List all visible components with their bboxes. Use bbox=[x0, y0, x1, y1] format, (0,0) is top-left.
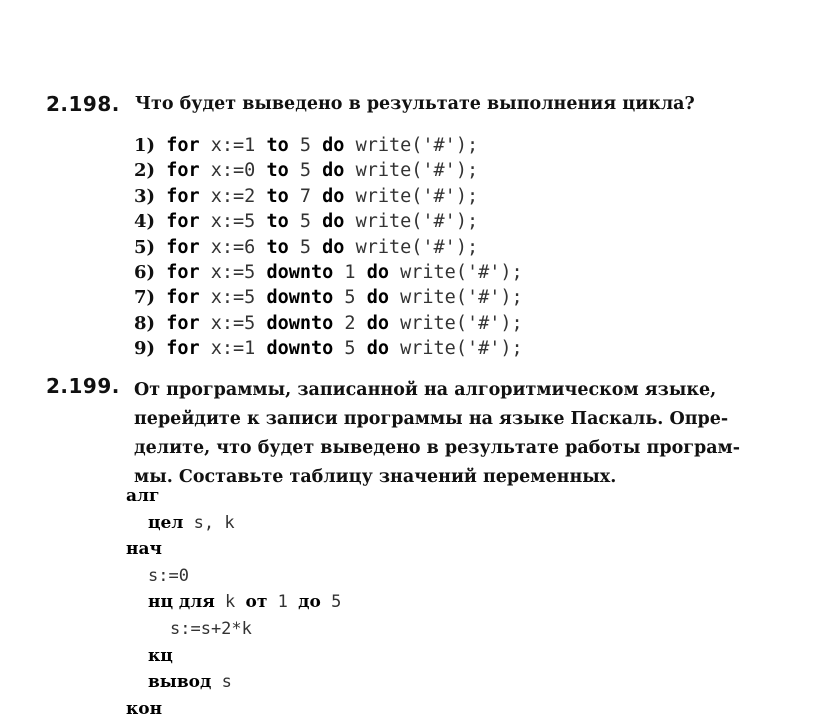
alg-line bbox=[126, 483, 341, 510]
init-expr: x:=1 bbox=[210, 338, 256, 360]
loop-body: write('#'); bbox=[400, 312, 523, 334]
loop-end-line bbox=[126, 643, 341, 670]
direction-keyword: downto bbox=[266, 312, 334, 334]
item-number: 2) bbox=[134, 160, 156, 182]
item-number: 6) bbox=[134, 261, 156, 283]
for-keyword: for bbox=[166, 160, 200, 182]
item-number: 1) bbox=[134, 135, 156, 156]
list-item bbox=[134, 209, 523, 234]
loop-body: write('#'); bbox=[400, 338, 523, 360]
loop-var: k bbox=[225, 592, 236, 613]
for-keyword: for bbox=[166, 185, 200, 207]
do-keyword: do bbox=[322, 211, 345, 233]
loop-body: write('#'); bbox=[355, 135, 479, 156]
end-value: 5 bbox=[344, 287, 356, 309]
init-expr: x:=6 bbox=[210, 236, 256, 258]
output-keyword: вывод bbox=[148, 672, 212, 693]
for-keyword: for bbox=[166, 261, 200, 283]
output-var: s bbox=[221, 672, 232, 693]
item-number: 5) bbox=[134, 236, 156, 258]
problem-198-number: 2.198. bbox=[46, 92, 120, 116]
loop-body: write('#'); bbox=[355, 236, 479, 258]
problem-199-number: 2.199. bbox=[46, 374, 120, 398]
output-line bbox=[126, 669, 341, 696]
loop-to-value: 5 bbox=[331, 592, 342, 613]
item-number: 9) bbox=[134, 338, 156, 360]
direction-keyword: downto bbox=[266, 338, 334, 360]
do-keyword: do bbox=[322, 135, 345, 156]
init-expr: x:=5 bbox=[210, 287, 256, 309]
direction-keyword: to bbox=[266, 185, 289, 207]
int-type-keyword: цел bbox=[148, 512, 184, 533]
loop-body: write('#'); bbox=[355, 185, 479, 207]
alg-keyword: алг bbox=[126, 486, 160, 506]
loop-from-keyword: от bbox=[245, 592, 268, 613]
init-expr: x:=1 bbox=[210, 135, 256, 156]
end-value: 2 bbox=[344, 312, 356, 334]
loop-end-keyword: кц bbox=[148, 645, 173, 666]
declared-vars: s, k bbox=[193, 512, 235, 533]
list-item bbox=[134, 235, 523, 260]
end-value: 5 bbox=[344, 338, 356, 360]
problem-198-statement: Что будет выведено в результате выполнения цикла? bbox=[135, 94, 695, 114]
list-item bbox=[134, 260, 523, 285]
direction-keyword: downto bbox=[266, 261, 334, 283]
begin-keyword: нач bbox=[126, 539, 162, 560]
list-item bbox=[134, 336, 523, 361]
do-keyword: do bbox=[366, 312, 389, 334]
for-keyword: for bbox=[166, 236, 200, 258]
statement-line: мы. Составьте таблицу значений переменных. bbox=[134, 467, 617, 487]
end-value: 1 bbox=[344, 261, 356, 283]
init-expr: x:=2 bbox=[210, 185, 256, 207]
algorithm-listing bbox=[126, 483, 341, 722]
problem-199-statement bbox=[134, 376, 784, 492]
for-keyword: for bbox=[166, 211, 200, 233]
item-number: 8) bbox=[134, 312, 156, 334]
for-keyword: for bbox=[166, 338, 200, 360]
end-line bbox=[126, 696, 341, 722]
for-keyword: for bbox=[166, 135, 200, 156]
list-item bbox=[134, 311, 523, 336]
end-value: 5 bbox=[299, 211, 312, 233]
end-value: 5 bbox=[299, 135, 312, 156]
begin-line bbox=[126, 536, 341, 563]
loop-body: write('#'); bbox=[355, 160, 479, 182]
init-expr: x:=5 bbox=[210, 211, 256, 233]
item-number: 4) bbox=[134, 211, 156, 233]
item-number: 3) bbox=[134, 185, 156, 207]
list-item bbox=[134, 285, 523, 310]
init-expr: x:=0 bbox=[210, 160, 256, 182]
end-value: 5 bbox=[299, 236, 312, 258]
do-keyword: do bbox=[366, 287, 389, 309]
assign-statement: s:=0 bbox=[148, 565, 189, 586]
for-keyword: for bbox=[166, 312, 200, 334]
end-keyword: кон bbox=[126, 698, 163, 719]
loop-body-statement: s:=s+2*k bbox=[170, 618, 252, 639]
loop-body-line bbox=[126, 616, 341, 643]
direction-keyword: to bbox=[266, 135, 289, 156]
do-keyword: do bbox=[322, 160, 345, 182]
statement-line: перейдите к записи программы на языке Паскаль. Опре- bbox=[134, 409, 729, 429]
direction-keyword: to bbox=[266, 236, 289, 258]
init-expr: x:=5 bbox=[210, 312, 256, 334]
assign-line bbox=[126, 563, 341, 590]
loop-variants-list bbox=[134, 133, 523, 362]
end-value: 5 bbox=[299, 160, 312, 182]
for-keyword: for bbox=[166, 287, 200, 309]
statement-line: От программы, записанной на алгоритмическом языке, bbox=[134, 380, 717, 400]
loop-body: write('#'); bbox=[400, 261, 523, 283]
statement-line: делите, что будет выведено в результате работы програм- bbox=[134, 438, 741, 458]
list-item bbox=[134, 133, 523, 158]
direction-keyword: downto bbox=[266, 287, 334, 309]
loop-header-line bbox=[126, 589, 341, 616]
direction-keyword: to bbox=[266, 160, 289, 182]
list-item bbox=[134, 158, 523, 183]
loop-body: write('#'); bbox=[400, 287, 523, 309]
loop-for-keyword: нц для bbox=[148, 592, 215, 613]
loop-to-keyword: до bbox=[298, 592, 321, 613]
end-value: 7 bbox=[299, 185, 312, 207]
loop-body: write('#'); bbox=[355, 211, 479, 233]
loop-from-value: 1 bbox=[277, 592, 288, 613]
init-expr: x:=5 bbox=[210, 261, 256, 283]
item-number: 7) bbox=[134, 287, 156, 309]
do-keyword: do bbox=[366, 261, 389, 283]
do-keyword: do bbox=[366, 338, 389, 360]
declaration-line bbox=[126, 510, 341, 537]
list-item bbox=[134, 184, 523, 209]
do-keyword: do bbox=[322, 185, 345, 207]
do-keyword: do bbox=[322, 236, 345, 258]
direction-keyword: to bbox=[266, 211, 289, 233]
